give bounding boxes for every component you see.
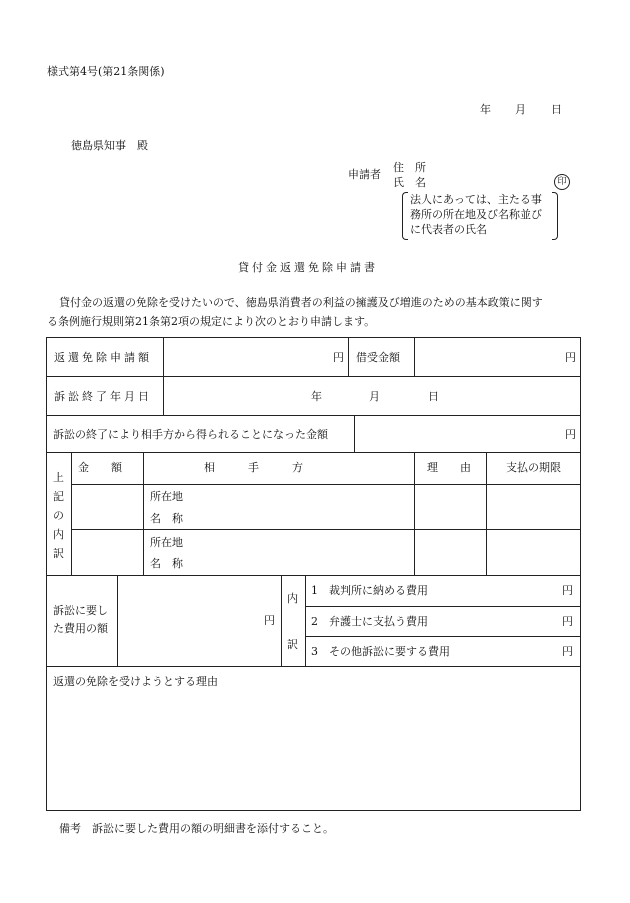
applicant-name-label: 氏 名 xyxy=(393,176,426,189)
addressee: 徳島県知事 殿 xyxy=(71,139,148,152)
note-line-1: 法人にあっては、主たる事 xyxy=(410,193,542,206)
amount-from-opponent-label: 訴訟の終了により相手方から得られることになった金額 xyxy=(53,428,328,441)
amount-from-opponent-yen: 円 xyxy=(565,428,576,441)
cost-item-other: 3 その他訴訟に要する費用 xyxy=(311,645,450,658)
corporation-note xyxy=(402,192,558,240)
row2-name-label: 名 称 xyxy=(150,557,183,570)
row1-name-label: 名 称 xyxy=(150,512,183,525)
form-number: 様式第4号(第21条関係) xyxy=(47,65,165,78)
end-date-day: 日 xyxy=(428,390,439,403)
end-date-month: 月 xyxy=(369,390,380,403)
applicant-label: 申請者 xyxy=(348,168,381,181)
note-bracket-left xyxy=(402,192,408,240)
end-date-year: 年 xyxy=(311,390,322,403)
row1-location-label: 所在地 xyxy=(150,490,183,503)
lawsuit-cost-label-line2: た費用の額 xyxy=(53,622,108,635)
loan-amount-label: 借受金額 xyxy=(356,351,400,364)
breakdown-label-char-1: 上 xyxy=(53,471,64,484)
exemption-amount-yen: 円 xyxy=(333,351,344,364)
cost-item-lawyer: 2 弁護士に支払う費用 xyxy=(311,615,428,628)
date-day: 日 xyxy=(551,103,562,116)
seal-mark: 印 xyxy=(554,174,570,190)
lawsuit-cost-yen: 円 xyxy=(264,614,275,627)
cost-item-court-yen: 円 xyxy=(562,584,573,597)
breakdown-label-char-5: 訳 xyxy=(53,547,64,560)
cost-item-lawyer-yen: 円 xyxy=(562,615,573,628)
note-line-2: 務所の所在地及び名称並び xyxy=(410,208,542,221)
applicant-address-label: 住 所 xyxy=(393,161,426,174)
loan-amount-yen: 円 xyxy=(565,351,576,364)
cost-breakdown-char-2: 訳 xyxy=(287,638,298,651)
exemption-amount-label: 返還免除申請額 xyxy=(54,351,152,364)
row2-location-label: 所在地 xyxy=(150,536,183,549)
remarks: 備考 訴訟に要した費用の額の明細書を添付すること。 xyxy=(59,822,334,835)
cost-item-court: 1 裁判所に納める費用 xyxy=(311,584,428,597)
lawsuit-cost-label-line1: 訴訟に要し xyxy=(53,604,108,617)
breakdown-label-char-3: の xyxy=(53,509,64,522)
date-month: 月 xyxy=(515,103,526,116)
breakdown-label-char-4: 内 xyxy=(53,528,64,541)
cost-item-other-yen: 円 xyxy=(562,645,573,658)
col-deadline-header: 支払の期限 xyxy=(506,461,561,474)
col-opponent-header: 相 手 方 xyxy=(204,461,303,474)
intro-line-1: 貸付金の返還の免除を受けたいので、徳島県消費者の利益の擁護及び増進のための基本政策に関す xyxy=(59,296,543,309)
application-table xyxy=(46,337,581,811)
cost-breakdown-char-1: 内 xyxy=(287,592,298,605)
col-reason-header: 理 由 xyxy=(427,461,471,474)
breakdown-label-char-2: 記 xyxy=(53,490,64,503)
intro-line-2: る条例施行規則第21条第2項の規定により次のとおり申請します。 xyxy=(47,315,376,328)
exemption-reason-label: 返還の免除を受けようとする理由 xyxy=(53,675,218,688)
document-title: 貸付金返還免除申請書 xyxy=(238,261,378,274)
col-amount-header: 金 額 xyxy=(78,461,122,474)
note-bracket-right xyxy=(552,192,558,240)
note-line-3: に代表者の氏名 xyxy=(410,223,487,236)
date-year: 年 xyxy=(480,103,491,116)
lawsuit-end-date-label: 訴訟終了年月日 xyxy=(54,390,152,403)
